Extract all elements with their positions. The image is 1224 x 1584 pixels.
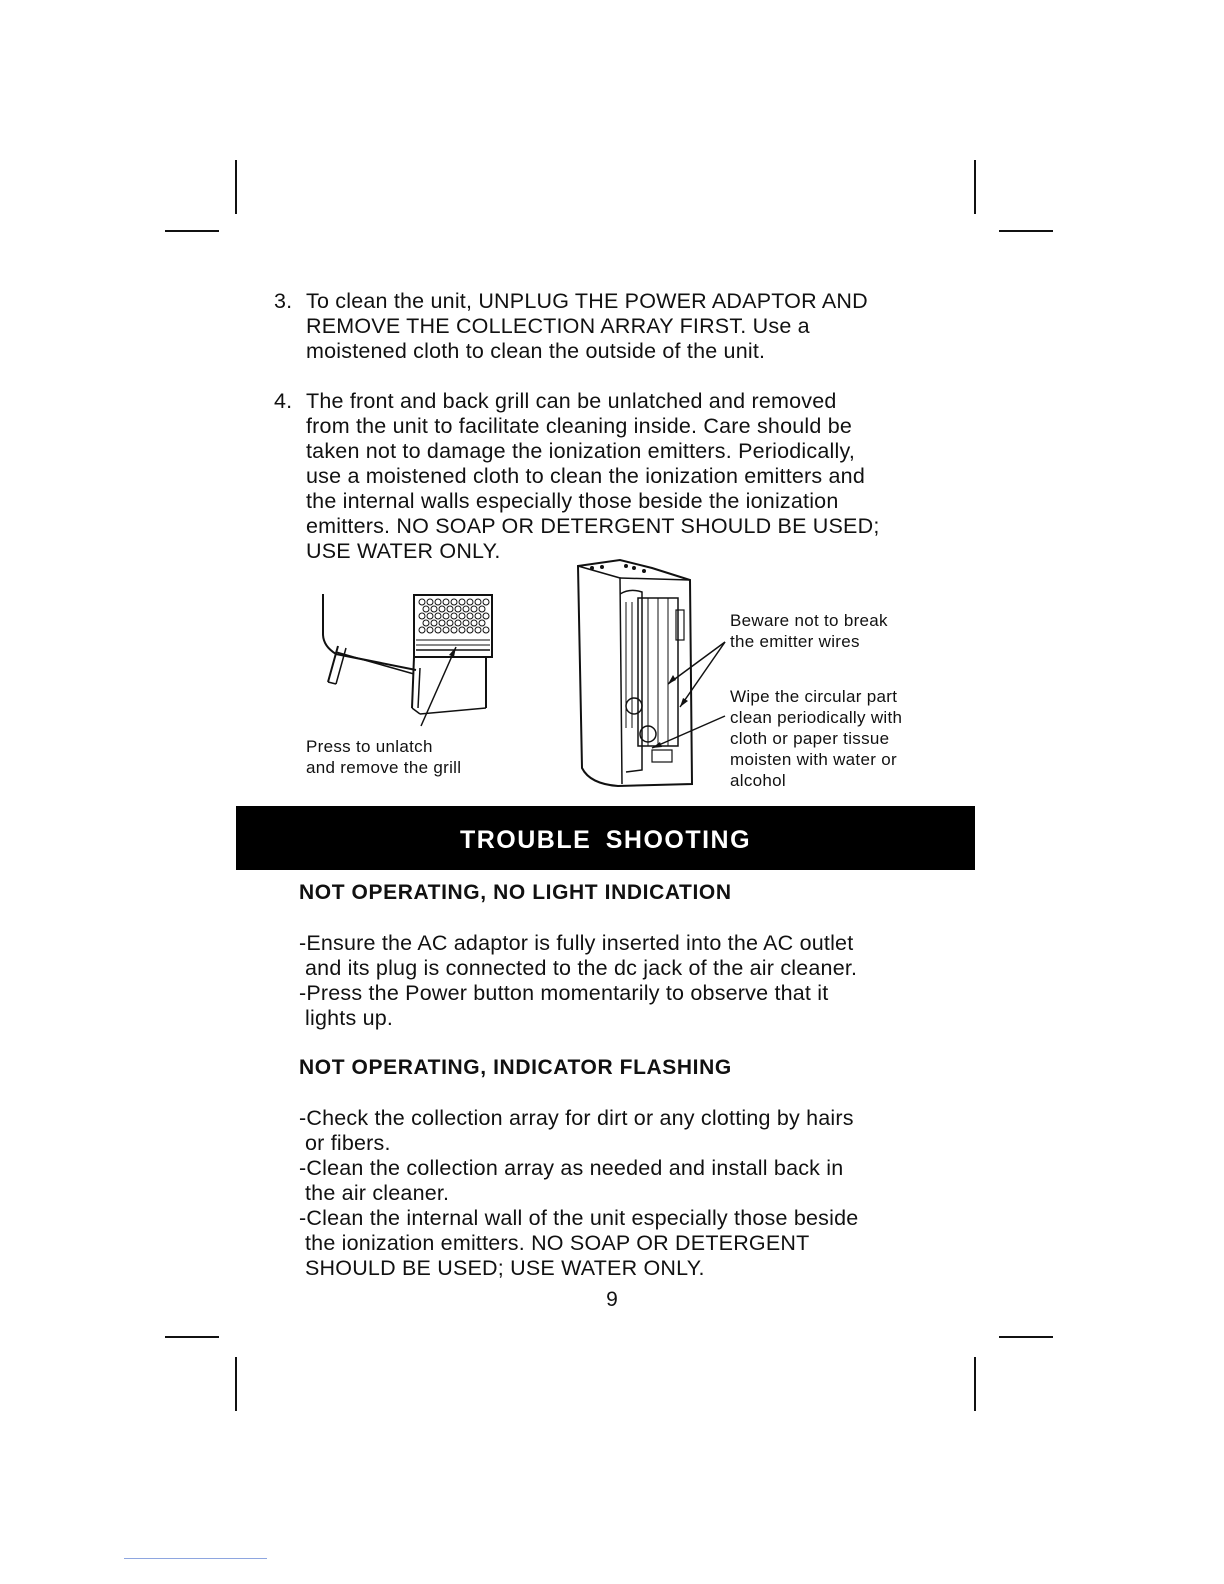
crop-mark xyxy=(235,1357,237,1411)
tip-line: -Press the Power button momentarily to observe that it xyxy=(299,981,829,1005)
item-line: taken not to damage the ionization emitters. Periodically, xyxy=(306,439,855,463)
instruction-item-3 xyxy=(274,289,954,364)
tip-line: or fibers. xyxy=(305,1131,391,1155)
item-line: REMOVE THE COLLECTION ARRAY FIRST. Use a xyxy=(306,314,810,338)
banner-title: TROUBLE SHOOTING xyxy=(459,826,752,854)
caption-line: clean periodically with xyxy=(730,708,903,727)
crop-mark xyxy=(165,1336,219,1338)
caption-line: Wipe the circular part xyxy=(730,687,898,706)
grill-unlatch-illustration xyxy=(316,590,496,730)
caption-line: moisten with water or xyxy=(730,750,897,769)
wipe-caption xyxy=(730,686,902,791)
caption-line: and remove the grill xyxy=(306,758,462,777)
crop-mark xyxy=(974,1357,976,1411)
item-line: emitters. NO SOAP OR DETERGENT SHOULD BE USED; xyxy=(306,514,880,538)
crop-mark xyxy=(235,160,237,214)
tip-line: -Check the collection array for dirt or any clotting by hairs xyxy=(299,1106,854,1130)
caption-line: alcohol xyxy=(730,771,786,790)
tip-line: the air cleaner. xyxy=(305,1181,450,1205)
instruction-item-4 xyxy=(274,389,954,564)
item-number: 4. xyxy=(274,389,293,413)
left-caption xyxy=(306,736,461,778)
page-number: 9 xyxy=(606,1288,618,1311)
item-line: To clean the unit, UNPLUG THE POWER ADAPTOR AND xyxy=(306,289,868,313)
caption-line: Beware not to break xyxy=(730,611,888,630)
caption-line: Press to unlatch xyxy=(306,737,433,756)
leader-lines xyxy=(630,612,740,762)
item-line: from the unit to facilitate cleaning inside. Care should be xyxy=(306,414,853,438)
emitter-caption xyxy=(730,610,888,652)
crop-mark xyxy=(999,1336,1053,1338)
item-line: use a moistened cloth to clean the ionization emitters and xyxy=(306,464,865,488)
footer-divider xyxy=(124,1558,267,1559)
item-line: The front and back grill can be unlatched and removed xyxy=(306,389,837,413)
tip-line: lights up. xyxy=(305,1006,394,1030)
crop-mark xyxy=(165,230,219,232)
caption-line: cloth or paper tissue xyxy=(730,729,890,748)
tip-line: and its plug is connected to the dc jack of the air cleaner. xyxy=(305,956,858,980)
item-line: moistened cloth to clean the outside of the unit. xyxy=(306,339,766,363)
trouble-shooting-banner xyxy=(236,806,975,870)
tip-line: the ionization emitters. NO SOAP OR DETERGENT xyxy=(305,1231,810,1255)
tip-line: -Clean the collection array as needed and install back in xyxy=(299,1156,844,1180)
caption-line: the emitter wires xyxy=(730,632,860,651)
tip-line: SHOULD BE USED; USE WATER ONLY. xyxy=(305,1256,705,1280)
tip-line: -Ensure the AC adaptor is fully inserted into the AC outlet xyxy=(299,931,854,955)
section-heading: NOT OPERATING, INDICATOR FLASHING xyxy=(299,1056,732,1079)
tip-line: -Clean the internal wall of the unit especially those beside xyxy=(299,1206,859,1230)
item-number: 3. xyxy=(274,289,293,313)
item-line: the internal walls especially those beside the ionization xyxy=(306,489,839,513)
section-body xyxy=(299,931,857,1031)
section-body xyxy=(299,1106,858,1281)
crop-mark xyxy=(974,160,976,214)
crop-mark xyxy=(999,230,1053,232)
section-heading: NOT OPERATING, NO LIGHT INDICATION xyxy=(299,881,732,904)
item-line: USE WATER ONLY. xyxy=(306,539,501,563)
